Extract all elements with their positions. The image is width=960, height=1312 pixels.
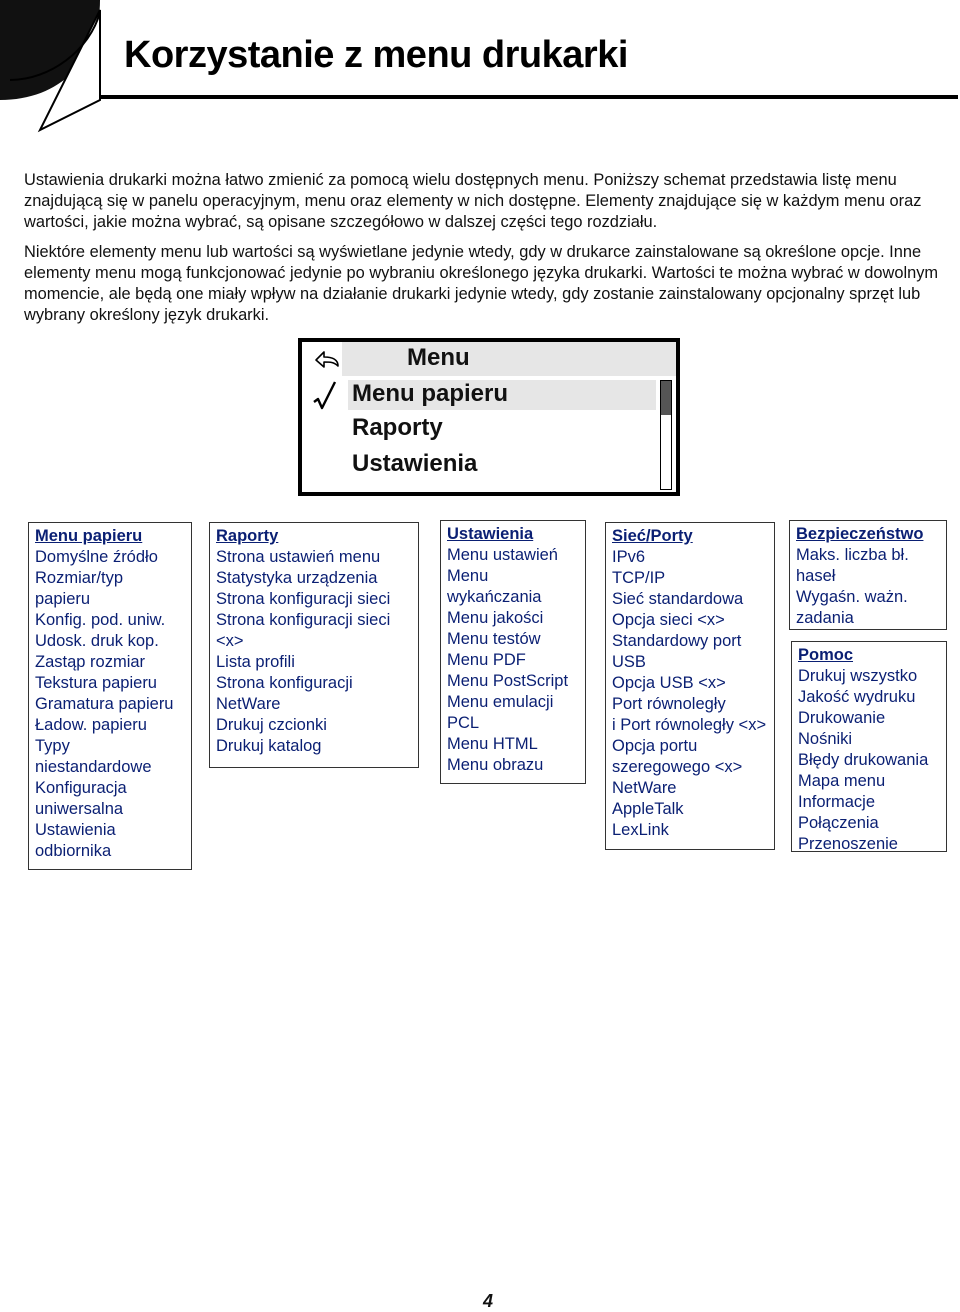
menu-item[interactable]: Połączenia (798, 814, 879, 832)
menu-box-bezpieczenstwo (789, 520, 947, 630)
page-title: Korzystanie z menu drukarki (124, 34, 628, 76)
menu-item[interactable]: Menu obrazu (447, 756, 544, 774)
menu-item[interactable]: Strona konfiguracji (216, 674, 353, 692)
menu-item[interactable]: odbiornika (35, 842, 112, 860)
menu-item[interactable]: Konfiguracja (35, 779, 127, 797)
menu-item[interactable]: Mapa menu (798, 772, 886, 790)
menu-bezpieczenstwo-link[interactable]: Bezpieczeństwo (796, 525, 924, 543)
menu-item[interactable]: Menu jakości (447, 609, 544, 627)
menu-siec-link[interactable]: Sieć/Porty (612, 527, 693, 545)
menu-pomoc-link[interactable]: Pomoc (798, 646, 854, 664)
menu-item[interactable]: Błędy drukowania (798, 751, 929, 769)
page-number: 4 (483, 1291, 494, 1311)
menu-item[interactable]: Drukuj katalog (216, 737, 322, 755)
menu-item[interactable]: Opcja sieci <x> (612, 611, 725, 629)
menu-item[interactable]: Menu (447, 567, 489, 585)
menu-item[interactable]: i Port równoległy <x> (612, 716, 767, 734)
menu-box-papier (28, 522, 192, 870)
menu-item[interactable]: PCL (447, 714, 480, 732)
menu-box-ustawienia (440, 520, 586, 784)
menu-item[interactable]: Strona ustawień menu (216, 548, 381, 566)
menu-item[interactable]: Strona konfiguracji sieci (216, 611, 391, 629)
menu-item[interactable]: Jakość wydruku (798, 688, 916, 706)
menu-item[interactable]: Przenoszenie (798, 835, 898, 853)
intro-paragraph-2: Niektóre elementy menu lub wartości są wyświetlane jedynie wtedy, gdy w drukarce zainstalowane są określone opcje. Inne elementy menu mogą funkcjonować jedynie po wybraniu określonego języka drukarki. Wartości te można wybrać w dowolnym momencie, ale będą one miały wpływ na działanie drukarki jedynie wtedy, gdy zostanie zainstalowany opcjonalny sprzęt lub wybrany określony język drukarki. (24, 243, 939, 324)
menu-item[interactable]: LexLink (612, 821, 669, 839)
menu-item[interactable]: Typy (35, 737, 70, 755)
menu-item[interactable]: Opcja portu (612, 737, 698, 755)
menu-item[interactable]: Konfig. pod. uniw. (35, 611, 166, 629)
menu-item[interactable]: Ładow. papieru (35, 716, 147, 734)
menu-item[interactable]: Tekstura papieru (35, 674, 157, 692)
menu-item[interactable]: Wygaśn. ważn. (796, 588, 908, 606)
panel-scrollbar[interactable] (660, 380, 672, 490)
menu-item[interactable]: Drukowanie (798, 709, 886, 727)
menu-item[interactable]: Sieć standardowa (612, 590, 744, 608)
menu-item[interactable]: szeregowego <x> (612, 758, 743, 776)
panel-header-bar (342, 342, 676, 376)
menu-item[interactable]: zadania (796, 609, 854, 627)
menu-item[interactable]: Ustawienia (35, 821, 116, 839)
menu-item[interactable]: wykańczania (447, 588, 542, 606)
menu-item[interactable]: Drukuj wszystko (798, 667, 918, 685)
menu-item[interactable]: Menu HTML (447, 735, 538, 753)
menu-item[interactable]: Lista profili (216, 653, 295, 671)
menu-raporty-link[interactable]: Raporty (216, 527, 279, 545)
menu-item[interactable]: USB (612, 653, 646, 671)
back-arrow-icon (312, 348, 342, 372)
menu-box-pomoc (791, 641, 947, 852)
corner-tab-decoration (0, 0, 120, 135)
menu-box-raporty (209, 522, 419, 768)
menu-bezpieczenstwo-list (796, 545, 946, 629)
menu-item[interactable]: <x> (216, 632, 244, 650)
menu-box-siec-porty (605, 522, 775, 850)
menu-item[interactable]: TCP/IP (612, 569, 666, 587)
operator-panel-display (298, 338, 680, 496)
menu-item[interactable]: Gramatura papieru (35, 695, 174, 713)
menu-pomoc-list (798, 666, 946, 855)
menu-item[interactable]: Zastąp rozmiar (35, 653, 146, 671)
intro-paragraph-1: Ustawienia drukarki można łatwo zmienić za pomocą wielu dostępnych menu. Poniższy schemat przedstawia listę menu znajdującą się w panelu operacyjnym, menu oraz elementy w nich dostępne. Elementy znajdujące się w każdym menu oraz wartości, jakie można wybrać, są opisane szczegółowo w dalszej części tego rozdziału. (24, 171, 922, 231)
checkmark-icon (312, 380, 338, 414)
menu-item[interactable]: NetWare (216, 695, 281, 713)
menu-item[interactable]: IPv6 (612, 548, 646, 566)
menu-item[interactable]: Maks. liczba bł. (796, 546, 909, 564)
menu-item[interactable]: Menu PostScript (447, 672, 569, 690)
menu-item[interactable]: Opcja USB <x> (612, 674, 726, 692)
menu-item[interactable]: Udosk. druk kop. (35, 632, 159, 650)
menu-item[interactable]: Nośniki (798, 730, 853, 748)
menu-item[interactable]: Menu PDF (447, 651, 526, 669)
menu-item[interactable]: Domyślne źródło (35, 548, 158, 566)
menu-item[interactable]: papieru (35, 590, 91, 608)
scrollbar-thumb[interactable] (661, 381, 671, 415)
menu-item[interactable]: Informacje (798, 793, 876, 811)
title-rule (100, 95, 958, 99)
panel-item-menu-papieru[interactable]: Menu papieru (348, 380, 656, 410)
menu-item[interactable]: Drukuj czcionki (216, 716, 327, 734)
menu-ustawienia-link[interactable]: Ustawienia (447, 525, 534, 543)
menu-item[interactable]: Menu ustawień (447, 546, 558, 564)
panel-title: Menu (407, 344, 470, 371)
menu-papier-list (35, 547, 191, 862)
menu-item[interactable]: Menu emulacji (447, 693, 554, 711)
menu-item[interactable]: AppleTalk (612, 800, 684, 818)
menu-item[interactable]: uniwersalna (35, 800, 124, 818)
menu-siec-list (612, 547, 774, 841)
menu-item[interactable]: niestandardowe (35, 758, 152, 776)
menu-item[interactable]: Strona konfiguracji sieci (216, 590, 391, 608)
menu-item[interactable]: Port równoległy (612, 695, 726, 713)
menu-item[interactable]: Menu testów (447, 630, 541, 648)
menu-item[interactable]: Rozmiar/typ (35, 569, 124, 587)
menu-item[interactable]: NetWare (612, 779, 677, 797)
menu-raporty-list (216, 547, 418, 757)
menu-item[interactable]: Statystyka urządzenia (216, 569, 378, 587)
menu-item[interactable]: Standardowy port (612, 632, 742, 650)
panel-item-ustawienia[interactable]: Ustawienia (352, 450, 478, 477)
menu-item[interactable]: haseł (796, 567, 836, 585)
panel-item-raporty[interactable]: Raporty (352, 414, 443, 441)
menu-papier-link[interactable]: Menu papieru (35, 527, 143, 545)
menu-ustawienia-list (447, 545, 585, 776)
